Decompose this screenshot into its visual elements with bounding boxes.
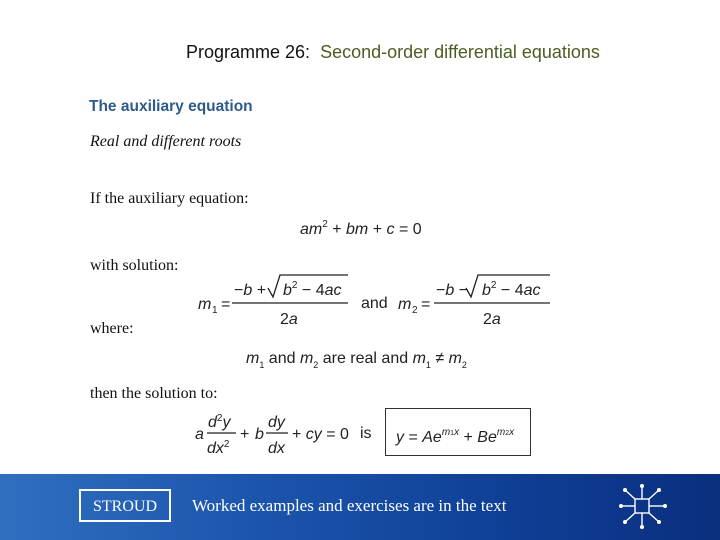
real-condition: $m_1$ and $m_2$ are real and $m_1 \ne m_2$ — [246, 350, 467, 370]
programme-label: Programme 26: — [186, 42, 311, 62]
programme-topic: Second-order differential equations — [320, 42, 600, 62]
svg-text:2a: 2a — [280, 311, 298, 328]
svg-text:−b +: −b + — [234, 282, 267, 299]
svg-text:+ cy = 0: + cy = 0 — [292, 426, 349, 443]
where-text: where: — [90, 320, 134, 337]
svg-text:m: m — [398, 296, 412, 313]
svg-text:b2 − 4ac: $b^2 - 4ac$ — [283, 280, 342, 299]
aux-equation: $am^2$ + bm + c = 0 — [300, 219, 422, 238]
svg-text:=: = — [221, 296, 231, 313]
section-title: The auxiliary equation — [89, 98, 253, 115]
svg-text:2: 2 — [412, 305, 418, 316]
roots-formula — [190, 268, 560, 330]
is-word: is — [360, 425, 372, 442]
svg-text:−b −: −b − — [436, 282, 469, 299]
svg-text:dx2: $dx^2$ — [207, 439, 230, 457]
svg-text:d2y: $d^2y$ — [208, 413, 231, 431]
general-solution-box: $y = Ae^{m1x} + Be^{m2x}$ — [385, 408, 531, 456]
svg-text:+: + — [240, 426, 250, 443]
then-text: then the solution to: — [90, 385, 218, 402]
stroud-logo: STROUD — [79, 489, 171, 522]
footer-note: Worked examples and exercises are in the text — [192, 496, 507, 515]
differential-equation — [192, 408, 382, 458]
svg-text:b: b — [255, 426, 264, 443]
subtitle: Real and different roots — [90, 133, 242, 150]
svg-text:dy: dy — [268, 414, 285, 431]
svg-text:=: = — [421, 296, 431, 313]
if-aux-text: If the auxiliary equation: — [90, 190, 249, 207]
svg-text:1: 1 — [212, 305, 218, 316]
svg-text:dx: dx — [268, 440, 285, 457]
svg-text:m: m — [198, 296, 212, 313]
network-diagram-icon — [615, 482, 671, 532]
svg-text:a: a — [195, 426, 204, 443]
with-solution-text: with solution: — [90, 257, 179, 274]
and-word: and — [361, 295, 388, 312]
svg-text:b2 − 4ac: $b^2 - 4ac$ — [482, 280, 541, 299]
svg-text:2a: 2a — [483, 311, 501, 328]
page-title — [186, 42, 600, 63]
